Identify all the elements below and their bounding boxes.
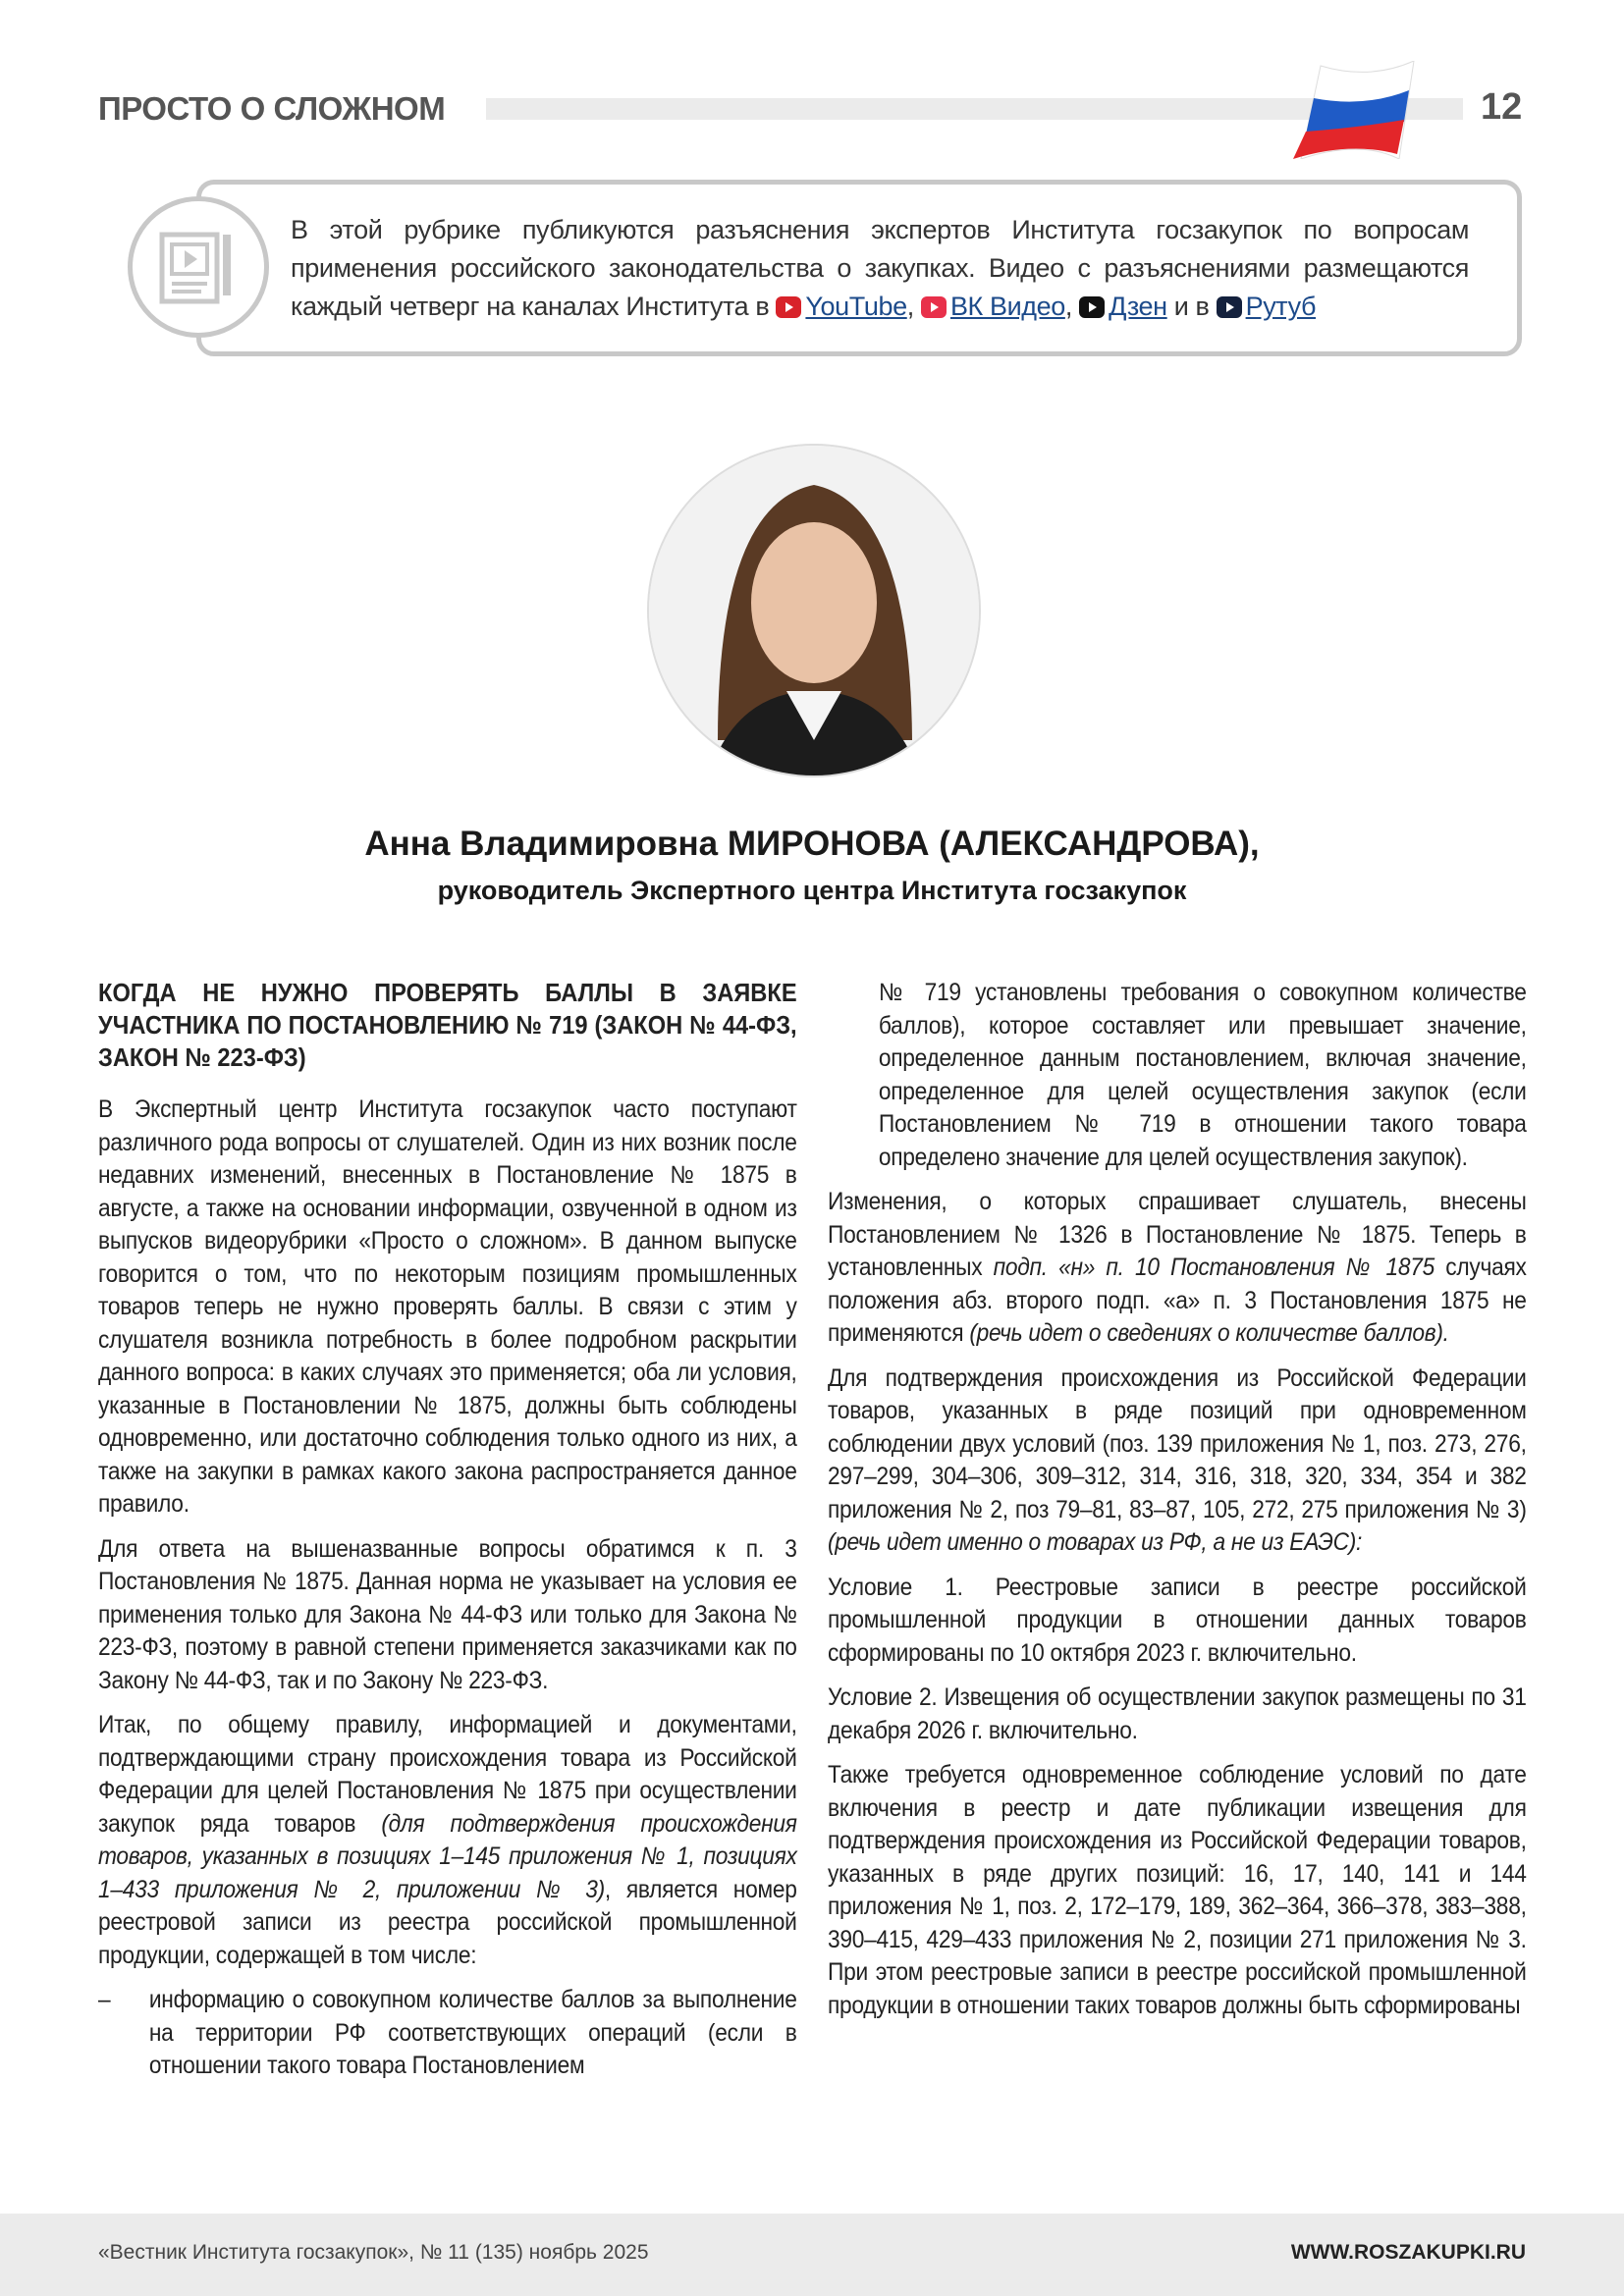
russian-flag-icon — [1281, 61, 1419, 159]
italic-text: (речь идет именно о товарах из РФ, а не из ЕАЭС): — [828, 1528, 1363, 1556]
link-separator: и в — [1166, 292, 1217, 321]
text: Условие 1. Реестровые записи в реестре российской промышленной продукции в отношении данных товаров сформированы по 10 октября 2023 г. включительно. — [828, 1573, 1527, 1667]
issue-info: «Вестник Института госзакупок», № 11 (135) ноябрь 2025 — [98, 2241, 649, 2264]
paragraph — [828, 1572, 1527, 1671]
paragraph — [828, 1759, 1527, 2022]
rutube-icon — [1217, 296, 1242, 318]
italic-text: подп. «н» п. 10 Постановления № 1875 — [993, 1254, 1435, 1281]
text: В Экспертный центр Института госзакупок часто поступают различного рода вопросы от слушателей. Один из них возник после недавних изменений, внесенных в Постановление № 1875 в августе, а также на основании информации, озвученной в одном из выпусков видеорубрики «Просто о сложном». В данном выпуске говорится о том, что по некоторым позициям промышленных товаров теперь не нужно проверять баллы. В связи с этим у слушателя возникла потребность в более подробном раскрытии данного вопроса: в каких случаях это применяется; оба ли условия, указанные в Постановлении № 1875, должны быть соблюдены одновременно, или достаточно соблюдения только одного из них, а также на закупки в рамках какого закона распространяется данное правило. — [98, 1095, 797, 1518]
text: № 719 установлены требования о совокупном количестве баллов), которое составляет или превышает значение, определенное данным постановлением, включая значение, определенное для целей осуществления закупок (если Постановлением № 719 в отношении такого товара определено значение для целей осуществления закупок). — [878, 979, 1527, 1171]
text: Также требуется одновременное соблюдение условий по дате включения в реестр и дате публикации извещения для подтверждения происхождения из Российской Федерации товаров, указанных в ряде других позиций: 16, 17, 140, 141 и 144 приложения № 1, поз. 2, 172–179, 189, 362–364, 366–378, 383–388, 390–415, 429–433 приложения № 2, позиции 271 приложения № 3. При этом реестровые записи в реестре российской промышленной продукции в отношении таких товаров должны быть сформированы — [828, 1761, 1527, 2019]
vk-video-icon — [921, 296, 947, 318]
article-column-right — [828, 977, 1527, 2034]
list-dash: – — [98, 1986, 111, 2013]
channel-link[interactable]: YouTube — [805, 292, 907, 321]
text: Итак, по общему правилу, информацией и документами, подтверждающими страну происхождения товара из Российской Федерации для целей Постановления № 1875 при осуществлении закупок ряда товаров — [98, 1711, 797, 1838]
italic-text: (речь идет о сведениях о количестве баллов). — [969, 1319, 1449, 1347]
channel-link[interactable]: Дзен — [1109, 292, 1167, 321]
text: информацию о совокупном количестве баллов за выполнение на территории РФ соответствующих операций (если в отношении такого товара Постановлением — [148, 1986, 797, 2079]
author-name: Анна Владимировна МИРОНОВА (АЛЕКСАНДРОВА), — [364, 825, 1260, 863]
text: Условие 2. Извещения об осуществлении закупок размещены по 31 декабря 2026 г. включительно. — [828, 1683, 1527, 1744]
text: Изменения, о которых спрашивает слушатель, внесены Постановлением № 1326 в Постановление № 1875. Теперь в установленных — [828, 1188, 1527, 1281]
section-title: ПРОСТО О СЛОЖНОМ — [98, 90, 446, 127]
author-role: руководитель Экспертного центра Института госзакупок — [437, 876, 1187, 905]
channel-link[interactable]: ВК Видео — [949, 292, 1065, 321]
website-link[interactable]: WWW.ROSZAKUPKI.RU — [1290, 2241, 1526, 2264]
list-item — [98, 1984, 797, 2083]
video-document-icon — [128, 196, 269, 338]
article-title: КОГДА НЕ НУЖНО ПРОВЕРЯТЬ БАЛЛЫ В ЗАЯВКЕ УЧАСТНИКА ПО ПОСТАНОВЛЕНИЮ № 719 (ЗАКОН № 44-ФЗ, ЗАКОН № 223-ФЗ) — [98, 978, 797, 1072]
italic-text: (для подтверждения происхождения товаров, указанных в позициях 1–145 приложения № 1, позициях 1–433 приложения № 2, приложении № 3) — [98, 1809, 797, 1903]
article-column-left — [98, 977, 797, 2083]
paragraph — [98, 1709, 797, 1972]
text: Для подтверждения происхождения из Российской Федерации товаров, указанных в ряде позиций при одновременном соблюдении двух условий (поз. 139 приложения № 1, поз. 273, 276, 297–299, 304–306, 309–312, 314, 316, 318, 320, 334, 354 и 382 приложения № 2, поз 79–81, 83–87, 105, 272, 275 приложения № 3) — [828, 1363, 1527, 1523]
paragraph — [828, 1186, 1527, 1351]
text: , является номер реестровой записи из реестра российской промышленной продукции, содержащей в том числе: — [98, 1875, 797, 1969]
author-photo — [647, 444, 981, 777]
paragraph — [98, 1094, 797, 1522]
page-number: 12 — [1481, 86, 1523, 128]
text: Для ответа на вышеназванные вопросы обратимся к п. 3 Постановления № 1875. Данная норма не указывает на условия ее применения только для Закона № 44-ФЗ или только для Закона № 223-ФЗ, поэтому в равной степени применяется заказчиками как по Закону № 44-ФЗ, так и по Закону № 223-ФЗ. — [98, 1534, 797, 1694]
text: случаях положения абз. второго подп. «а» п. 3 Постановления 1875 не применяются — [828, 1254, 1527, 1347]
paragraph — [828, 1682, 1527, 1747]
rubric-description — [291, 211, 1469, 326]
link-separator: , — [1064, 292, 1080, 321]
paragraph — [828, 977, 1527, 1174]
paragraph — [98, 1533, 797, 1698]
youtube-icon — [776, 296, 801, 318]
paragraph — [828, 1362, 1527, 1560]
rubric-text: В этой рубрике публикуются разъяснения экспертов Института госзакупок по вопросам применения российского законодательства о закупках. Видео с разъяснениями размещаются каждый четверг на каналах Института в — [291, 215, 1469, 321]
link-separator: , — [906, 292, 921, 321]
dzen-icon — [1079, 296, 1105, 318]
channel-link[interactable]: Рутуб — [1245, 292, 1317, 321]
